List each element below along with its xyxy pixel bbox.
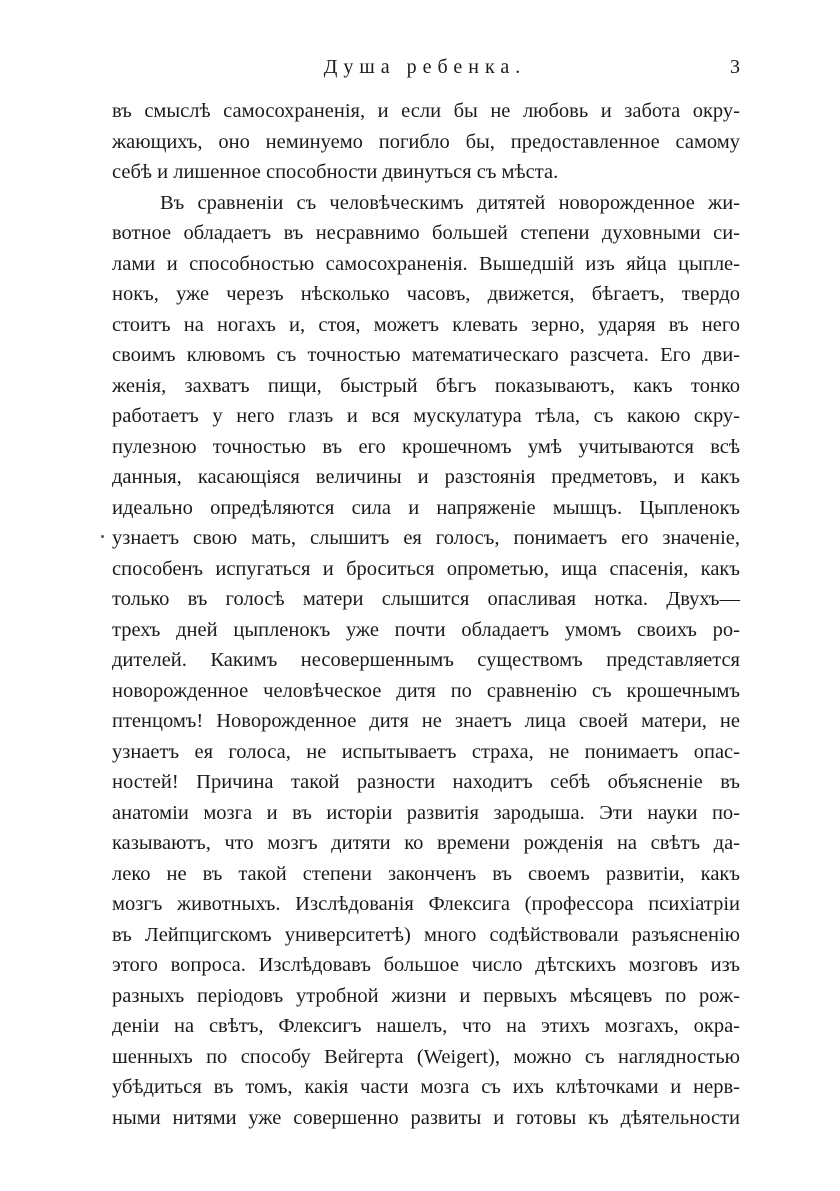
text-line: жающихъ, оно неминуемо погибло бы, предоставленное самому bbox=[112, 130, 740, 153]
text-line: этого вопроса. Изслѣдовавъ большое число дѣтскихъ мозговъ изъ bbox=[112, 954, 740, 976]
text-line: пулезною точностью въ его крошечномъ умѣ учитываются всѣ bbox=[112, 435, 740, 458]
text-line: казываютъ, что мозгъ дитяти ко времени рожденія на свѣтъ да- bbox=[112, 832, 740, 854]
text-line: деніи на свѣтъ, Флексигъ нашелъ, что на этихъ мозгахъ, окра- bbox=[112, 1015, 740, 1037]
text-line: способенъ испугаться и броситься опрометью, ища спасенія, какъ bbox=[112, 557, 740, 580]
text-line: дителей. Какимъ несовершеннымъ существомъ представляется bbox=[112, 649, 740, 671]
text-line: анатоміи мозга и въ исторіи развитія зародыша. Эти науки по- bbox=[112, 801, 740, 824]
print-speck bbox=[101, 535, 104, 538]
text-line: разныхъ періодовъ утробной жизни и первыхъ мѣсяцевъ по рож- bbox=[112, 984, 740, 1007]
text-line: вотное обладаетъ въ несравнимо большей степени духовными си- bbox=[112, 222, 740, 244]
text-line: птенцомъ! Новорожденное дитя не знаетъ лица своей матери, не bbox=[112, 710, 740, 732]
text-line: въ Лейпцигскомъ университетѣ) много содѣйствовали разъясненію bbox=[112, 923, 740, 946]
text-line: ностей! Причина такой разности находитъ себѣ объясненіе въ bbox=[112, 771, 740, 793]
body-text bbox=[112, 96, 740, 1133]
page-number: 3 bbox=[730, 56, 740, 78]
text-line: Въ сравненіи съ человѣческимъ дитятей новорожденное жи- bbox=[160, 191, 740, 214]
text-line: ными нитями уже совершенно развиты и готовы къ дѣятельности bbox=[112, 1106, 740, 1129]
text-line: новорожденное человѣческое дитя по сравненію съ крошечнымъ bbox=[112, 679, 740, 702]
text-line: трехъ дней цыпленокъ уже почти обладаетъ умомъ своихъ ро- bbox=[112, 618, 740, 641]
text-line: данныя, касающіяся величины и разстоянія предметовъ, и какъ bbox=[112, 466, 740, 488]
text-line: узнаетъ свою мать, слышитъ ея голосъ, понимаетъ его значеніе, bbox=[112, 527, 740, 549]
text-line: нокъ, уже черезъ нѣсколько часовъ, движется, бѣгаетъ, твердо bbox=[112, 283, 740, 305]
text-line: женія, захватъ пищи, быстрый бѣгъ показываютъ, какъ тонко bbox=[112, 374, 740, 397]
text-line: стоитъ на ногахъ и, стоя, можетъ клевать зерно, ударяя въ него bbox=[112, 313, 740, 336]
text-line: въ смыслѣ самосохраненія, и если бы не любовь и забота окру- bbox=[112, 100, 740, 122]
text-line: своимъ клювомъ съ точностью математическаго разсчета. Его дви- bbox=[112, 344, 740, 366]
text-line: лами и способностью самосохраненія. Вышедшій изъ яйца цыпле- bbox=[112, 252, 740, 275]
running-head bbox=[110, 56, 740, 82]
text-line: только въ голосѣ матери слышится опасливая нотка. Двухъ— bbox=[112, 588, 740, 610]
running-title: Душа ребенка. bbox=[323, 56, 527, 78]
text-line: работаетъ у него глазъ и вся мускулатура тѣла, съ какою скру- bbox=[112, 405, 740, 427]
text-line: идеально опредѣляются сила и напряженіе мышцъ. Цыпленокъ bbox=[112, 496, 740, 519]
text-line: леко не въ такой степени законченъ въ своемъ развитіи, какъ bbox=[112, 862, 740, 885]
text-line: шенныхъ по способу Вейгерта (Weigert), можно съ наглядностью bbox=[112, 1045, 740, 1068]
text-line: узнаетъ ея голоса, не испытываетъ страха, не понимаетъ опас- bbox=[112, 740, 740, 763]
text-line: себѣ и лишенное способности двинуться съ мѣста. bbox=[112, 161, 559, 183]
text-line: убѣдиться въ томъ, какія части мозга съ ихъ клѣточками и нерв- bbox=[112, 1076, 740, 1098]
text-line: мозгъ животныхъ. Изслѣдованія Флексига (профессора психіатріи bbox=[112, 893, 740, 915]
